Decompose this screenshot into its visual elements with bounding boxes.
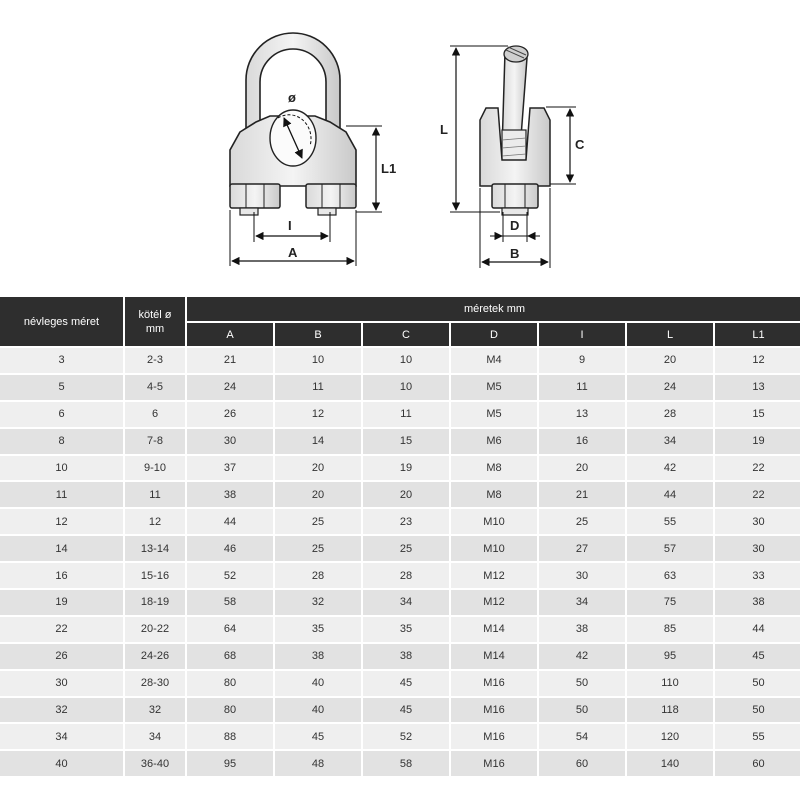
cell-c: 11 [363, 402, 449, 427]
cell-l1: 45 [715, 644, 800, 669]
cell-rope-diameter: 6 [125, 402, 185, 427]
cell-i: 54 [539, 724, 625, 749]
cell-nominal-size: 32 [0, 698, 123, 723]
cell-a: 26 [187, 402, 273, 427]
cell-l1: 55 [715, 724, 800, 749]
header-nominal-size: névleges méret [0, 297, 123, 346]
cell-b: 45 [275, 724, 361, 749]
cell-l1: 38 [715, 590, 800, 615]
cell-nominal-size: 10 [0, 456, 123, 481]
cell-rope-diameter: 13-14 [125, 536, 185, 561]
cell-b: 10 [275, 348, 361, 373]
cell-i: 21 [539, 482, 625, 507]
cell-l1: 22 [715, 456, 800, 481]
table-row [0, 375, 800, 400]
cell-a: 80 [187, 671, 273, 696]
cell-d: M6 [451, 429, 537, 454]
cell-i: 16 [539, 429, 625, 454]
cell-d: M12 [451, 563, 537, 588]
table-row [0, 751, 800, 776]
cell-l1: 13 [715, 375, 800, 400]
header-dimension-l: L [627, 323, 713, 346]
side-nut [492, 184, 538, 208]
cell-l1: 22 [715, 482, 800, 507]
cell-l: 55 [627, 509, 713, 534]
cell-d: M16 [451, 724, 537, 749]
cell-l1: 50 [715, 698, 800, 723]
cell-b: 40 [275, 671, 361, 696]
cell-b: 38 [275, 644, 361, 669]
header-rope-diameter-line1: kötél ø [138, 308, 172, 321]
cell-rope-diameter: 32 [125, 698, 185, 723]
cell-a: 68 [187, 644, 273, 669]
table-row [0, 348, 800, 373]
cell-i: 25 [539, 509, 625, 534]
cell-l: 120 [627, 724, 713, 749]
cell-a: 30 [187, 429, 273, 454]
label-c: C [575, 137, 585, 152]
cell-a: 80 [187, 698, 273, 723]
cell-nominal-size: 3 [0, 348, 123, 373]
cell-a: 58 [187, 590, 273, 615]
cell-b: 20 [275, 482, 361, 507]
technical-drawing [0, 0, 800, 290]
cell-a: 46 [187, 536, 273, 561]
cell-i: 38 [539, 617, 625, 642]
cell-nominal-size: 6 [0, 402, 123, 427]
table-row [0, 402, 800, 427]
cell-b: 48 [275, 751, 361, 776]
cell-l: 20 [627, 348, 713, 373]
cell-d: M5 [451, 375, 537, 400]
cell-a: 95 [187, 751, 273, 776]
cell-nominal-size: 26 [0, 644, 123, 669]
cell-rope-diameter: 15-16 [125, 563, 185, 588]
cell-b: 40 [275, 698, 361, 723]
cell-c: 25 [363, 536, 449, 561]
cell-d: M8 [451, 482, 537, 507]
label-diameter: ø [288, 90, 296, 105]
header-dimension-c: C [363, 323, 449, 346]
cell-l: 85 [627, 617, 713, 642]
nut-right [306, 184, 356, 208]
table-row [0, 644, 800, 669]
cell-a: 52 [187, 563, 273, 588]
table-row [0, 590, 800, 615]
cell-l: 34 [627, 429, 713, 454]
cell-c: 38 [363, 644, 449, 669]
cell-d: M5 [451, 402, 537, 427]
cell-c: 45 [363, 671, 449, 696]
front-view [230, 33, 396, 266]
label-i: I [288, 218, 292, 233]
cell-c: 10 [363, 375, 449, 400]
cell-nominal-size: 5 [0, 375, 123, 400]
cell-i: 60 [539, 751, 625, 776]
cell-rope-diameter: 11 [125, 482, 185, 507]
cell-l: 63 [627, 563, 713, 588]
bolt-end-right [318, 208, 336, 215]
table-row [0, 724, 800, 749]
cell-l1: 30 [715, 509, 800, 534]
cell-rope-diameter: 4-5 [125, 375, 185, 400]
header-rope-diameter [125, 297, 185, 346]
cell-rope-diameter: 18-19 [125, 590, 185, 615]
table-body [0, 348, 800, 776]
header-dimension-i: I [539, 323, 625, 346]
cell-nominal-size: 40 [0, 751, 123, 776]
side-view [440, 46, 585, 268]
cell-c: 28 [363, 563, 449, 588]
cell-c: 15 [363, 429, 449, 454]
cell-nominal-size: 14 [0, 536, 123, 561]
nut-left [230, 184, 280, 208]
header-dimension-b: B [275, 323, 361, 346]
cell-b: 25 [275, 536, 361, 561]
table-row [0, 482, 800, 507]
cell-b: 11 [275, 375, 361, 400]
cell-a: 24 [187, 375, 273, 400]
cell-c: 34 [363, 590, 449, 615]
cell-c: 19 [363, 456, 449, 481]
cell-d: M14 [451, 617, 537, 642]
cell-rope-diameter: 34 [125, 724, 185, 749]
cell-b: 25 [275, 509, 361, 534]
header-dimensions-group: méretek mm [187, 297, 800, 321]
cell-nominal-size: 19 [0, 590, 123, 615]
cell-c: 35 [363, 617, 449, 642]
cell-i: 50 [539, 671, 625, 696]
cell-l1: 19 [715, 429, 800, 454]
cell-c: 23 [363, 509, 449, 534]
table-row [0, 509, 800, 534]
cell-d: M10 [451, 536, 537, 561]
cell-a: 88 [187, 724, 273, 749]
cell-rope-diameter: 7-8 [125, 429, 185, 454]
table-row [0, 698, 800, 723]
cell-c: 10 [363, 348, 449, 373]
label-b: B [510, 246, 520, 261]
table-row [0, 617, 800, 642]
cell-l: 57 [627, 536, 713, 561]
bolt-end-left [240, 208, 258, 215]
cell-i: 27 [539, 536, 625, 561]
cell-nominal-size: 16 [0, 563, 123, 588]
header-dimension-d: D [451, 323, 537, 346]
cell-i: 13 [539, 402, 625, 427]
cell-d: M10 [451, 509, 537, 534]
cell-b: 35 [275, 617, 361, 642]
cell-l: 140 [627, 751, 713, 776]
cell-i: 42 [539, 644, 625, 669]
cell-l1: 44 [715, 617, 800, 642]
label-l: L [440, 122, 448, 137]
table-row [0, 536, 800, 561]
cell-c: 45 [363, 698, 449, 723]
header-dimension-a: A [187, 323, 273, 346]
cell-d: M16 [451, 698, 537, 723]
label-l1: L1 [381, 161, 397, 176]
cell-i: 11 [539, 375, 625, 400]
cell-rope-diameter: 9-10 [125, 456, 185, 481]
cell-l: 118 [627, 698, 713, 723]
header-rope-diameter-line2: mm [145, 322, 165, 335]
label-a: A [288, 245, 298, 260]
cell-b: 14 [275, 429, 361, 454]
cell-l1: 50 [715, 671, 800, 696]
cell-i: 9 [539, 348, 625, 373]
cell-l1: 30 [715, 536, 800, 561]
cell-l1: 60 [715, 751, 800, 776]
cell-l: 75 [627, 590, 713, 615]
cell-i: 34 [539, 590, 625, 615]
cell-b: 32 [275, 590, 361, 615]
table-row [0, 563, 800, 588]
cell-nominal-size: 8 [0, 429, 123, 454]
cell-rope-diameter: 36-40 [125, 751, 185, 776]
cell-l: 44 [627, 482, 713, 507]
cell-l: 95 [627, 644, 713, 669]
cell-a: 38 [187, 482, 273, 507]
cell-rope-diameter: 28-30 [125, 671, 185, 696]
table-row [0, 456, 800, 481]
side-bolt-end [502, 208, 528, 215]
cell-l: 28 [627, 402, 713, 427]
wire-rope-clip-diagram [0, 0, 800, 290]
cell-d: M12 [451, 590, 537, 615]
cell-l: 42 [627, 456, 713, 481]
label-d: D [510, 218, 520, 233]
cell-d: M8 [451, 456, 537, 481]
cell-nominal-size: 12 [0, 509, 123, 534]
cell-l: 110 [627, 671, 713, 696]
dimensions-table [0, 295, 800, 778]
cell-l1: 12 [715, 348, 800, 373]
table-row [0, 429, 800, 454]
cell-nominal-size: 30 [0, 671, 123, 696]
header-dimension-l1: L1 [715, 323, 800, 346]
cell-b: 12 [275, 402, 361, 427]
cell-a: 37 [187, 456, 273, 481]
cell-i: 30 [539, 563, 625, 588]
cell-a: 21 [187, 348, 273, 373]
cell-rope-diameter: 12 [125, 509, 185, 534]
cell-a: 64 [187, 617, 273, 642]
cell-rope-diameter: 2-3 [125, 348, 185, 373]
cell-i: 50 [539, 698, 625, 723]
cell-l: 24 [627, 375, 713, 400]
cell-a: 44 [187, 509, 273, 534]
cell-l1: 15 [715, 402, 800, 427]
cell-nominal-size: 34 [0, 724, 123, 749]
cell-c: 20 [363, 482, 449, 507]
cell-nominal-size: 22 [0, 617, 123, 642]
cell-b: 20 [275, 456, 361, 481]
cell-c: 52 [363, 724, 449, 749]
cell-i: 20 [539, 456, 625, 481]
table-row [0, 671, 800, 696]
cell-d: M4 [451, 348, 537, 373]
cell-d: M14 [451, 644, 537, 669]
cell-nominal-size: 11 [0, 482, 123, 507]
cell-l1: 33 [715, 563, 800, 588]
cell-rope-diameter: 20-22 [125, 617, 185, 642]
cell-c: 58 [363, 751, 449, 776]
cell-d: M16 [451, 751, 537, 776]
cell-rope-diameter: 24-26 [125, 644, 185, 669]
cell-d: M16 [451, 671, 537, 696]
cell-b: 28 [275, 563, 361, 588]
